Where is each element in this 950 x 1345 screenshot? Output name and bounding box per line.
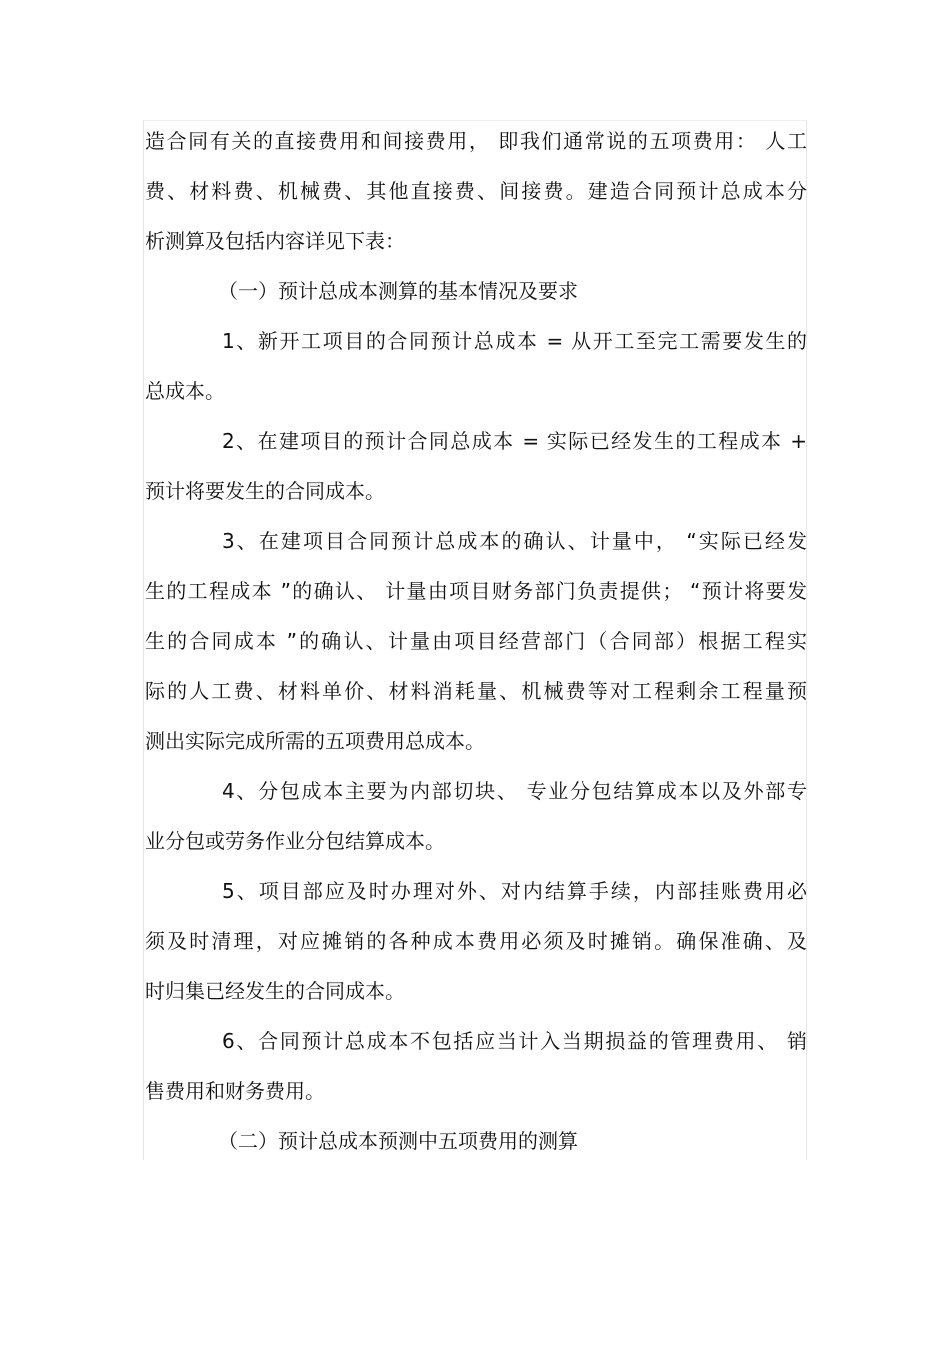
paragraph-line: 总成本。 xyxy=(145,379,225,403)
paragraph-line: 4、分包成本主要为内部切块、 专业分包结算成本以及外部专 xyxy=(222,779,807,803)
paragraph-line: 费、材料费、机械费、其他直接费、间接费。建造合同预计总成本分 xyxy=(145,179,807,203)
paragraph-line: 时归集已经发生的合同成本。 xyxy=(145,979,405,1003)
paragraph-line: 6、合同预计总成本不包括应当计入当期损益的管理费用、 销 xyxy=(222,1029,807,1053)
paragraph-line: 造合同有关的直接费用和间接费用， 即我们通常说的五项费用： 人工 xyxy=(145,129,807,153)
paragraph-line: 预计将要发生的合同成本。 xyxy=(145,479,385,503)
paragraph-line: 2、在建项目的预计合同总成本 = 实际已经发生的工程成本 + xyxy=(222,429,807,453)
paragraph-line: 析测算及包括内容详见下表： xyxy=(145,229,405,253)
paragraph-line: 1、新开工项目的合同预计总成本 = 从开工至完工需要发生的 xyxy=(222,329,807,353)
paragraph-line: 生的合同成本 ”的确认、计量由项目经营部门（合同部）根据工程实 xyxy=(145,629,807,653)
paragraph-line: 5、项目部应及时办理对外、对内结算手续，内部挂账费用必 xyxy=(222,879,807,903)
paragraph-line: 业分包或劳务作业分包结算成本。 xyxy=(145,829,445,853)
paragraph-line: 3、在建项目合同预计总成本的确认、计量中， “实际已经发 xyxy=(222,529,807,553)
paragraph-line: 际的人工费、材料单价、材料消耗量、机械费等对工程剩余工程量预 xyxy=(145,679,807,703)
paragraph-line: 须及时清理，对应摊销的各种成本费用必须及时摊销。确保准确、及 xyxy=(145,929,807,953)
section-heading: （二）预计总成本预测中五项费用的测算 xyxy=(218,1129,578,1153)
paragraph-line: 测出实际完成所需的五项费用总成本。 xyxy=(145,729,485,753)
paragraph-line: 售费用和财务费用。 xyxy=(145,1079,325,1103)
paragraph-line: 生的工程成本 ”的确认、 计量由项目财务部门负责提供； “预计将要发 xyxy=(145,579,807,603)
section-heading: （一）预计总成本测算的基本情况及要求 xyxy=(218,279,578,303)
